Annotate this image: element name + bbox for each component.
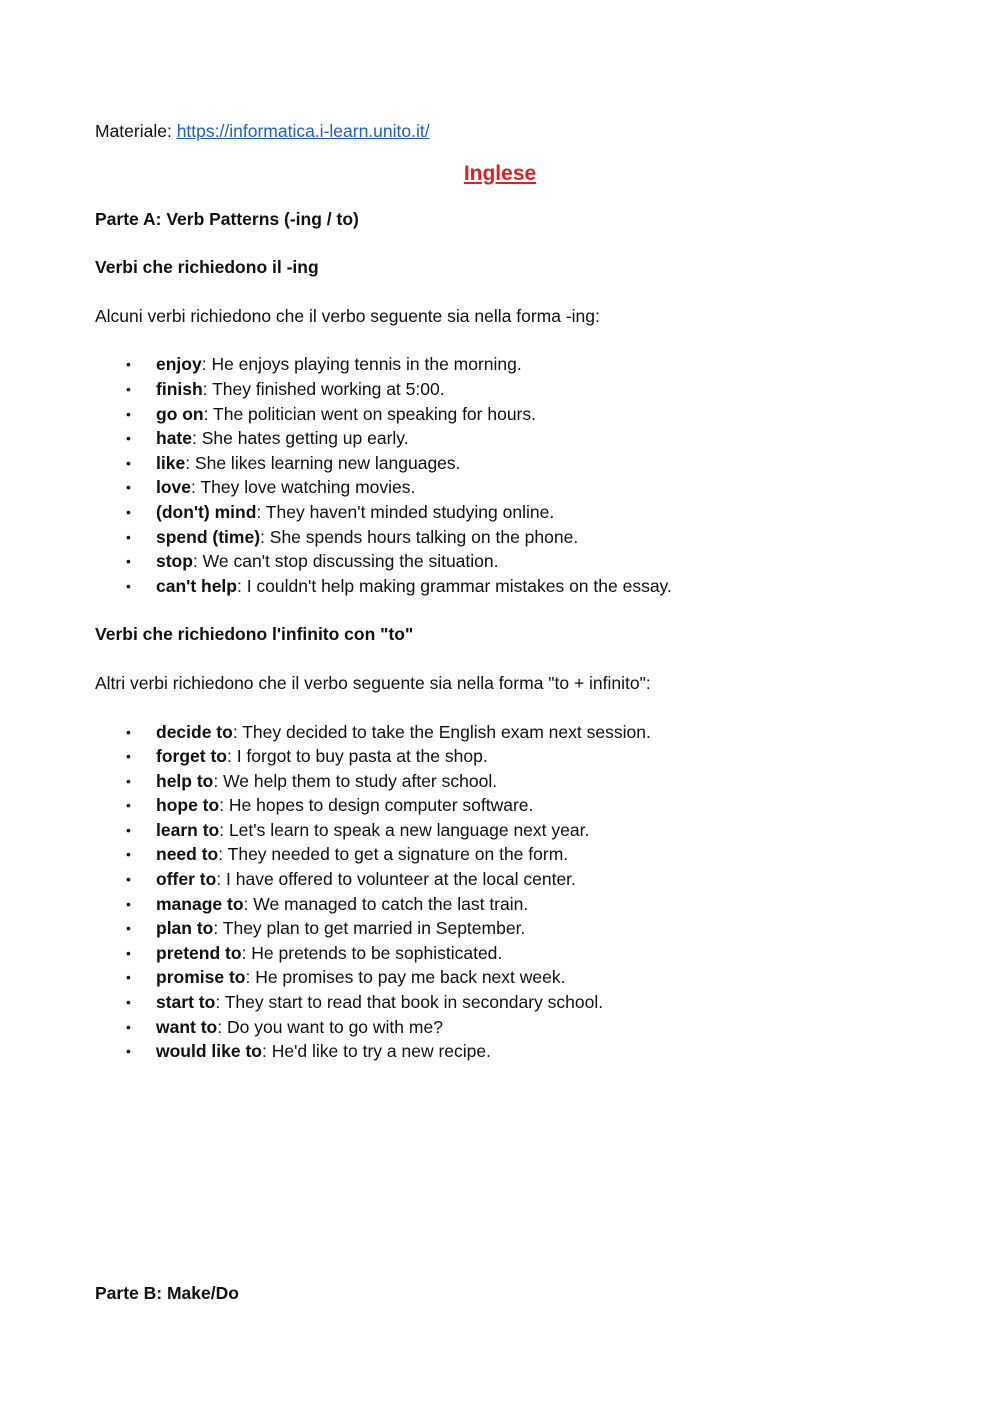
verb-example: : They start to read that book in secondary school. <box>215 992 604 1013</box>
verb-term: hate <box>156 428 192 449</box>
verb-example: : They finished working at 5:00. <box>202 378 445 399</box>
to-section-intro: Altri verbi richiedono che il verbo seguente sia nella forma "to + infinito": <box>95 672 651 693</box>
verb-example: : They needed to get a signature on the form. <box>218 844 569 865</box>
bullet-icon: • <box>126 748 131 765</box>
verb-term: need to <box>156 844 219 865</box>
list-item <box>95 1015 905 1040</box>
verb-example: : I have offered to volunteer at the local center. <box>216 869 576 890</box>
verb-term: start to <box>156 992 216 1013</box>
list-item <box>95 500 905 525</box>
bullet-icon: • <box>126 430 131 447</box>
verb-term: enjoy <box>156 354 202 375</box>
bullet-icon: • <box>126 553 131 570</box>
document-page <box>95 119 905 1064</box>
ing-section-heading: Verbi che richiedono il -ing <box>95 257 319 278</box>
to-verb-list <box>95 720 905 1064</box>
verb-example: : They plan to get married in September. <box>213 918 526 939</box>
materiale-line <box>95 119 905 144</box>
bullet-icon: • <box>126 994 131 1011</box>
verb-term: manage to <box>156 893 244 914</box>
verb-term: stop <box>156 551 193 572</box>
verb-example: : He'd like to try a new recipe. <box>261 1041 491 1062</box>
verb-example: : The politician went on speaking for hours. <box>203 403 536 424</box>
list-item <box>95 793 905 818</box>
bullet-icon: • <box>126 1018 131 1035</box>
verb-term: decide to <box>156 721 233 742</box>
verb-example: : They love watching movies. <box>191 477 416 498</box>
bullet-icon: • <box>126 895 131 912</box>
bullet-icon: • <box>126 723 131 740</box>
list-item <box>95 475 905 500</box>
verb-example: : She hates getting up early. <box>191 428 409 449</box>
verb-example: : He pretends to be sophisticated. <box>241 942 503 963</box>
verb-term: help to <box>156 770 214 791</box>
parte-b-heading: Parte B: Make/Do <box>95 1283 239 1303</box>
list-item <box>95 990 905 1015</box>
bullet-icon: • <box>126 920 131 937</box>
verb-example: : She likes learning new languages. <box>185 452 461 473</box>
list-item <box>95 451 905 476</box>
verb-term: promise to <box>156 967 246 988</box>
list-item <box>95 525 905 550</box>
list-item <box>95 965 905 990</box>
verb-term: go on <box>156 403 204 424</box>
list-item <box>95 549 905 574</box>
list-item <box>95 892 905 917</box>
bullet-icon: • <box>126 969 131 986</box>
verb-term: love <box>156 477 192 498</box>
list-item <box>95 842 905 867</box>
verb-term: would like to <box>156 1041 262 1062</box>
list-item <box>95 574 905 599</box>
ing-verb-list <box>95 352 905 598</box>
verb-example: : She spends hours talking on the phone. <box>260 526 579 547</box>
list-item <box>95 818 905 843</box>
verb-example: : He enjoys playing tennis in the morning. <box>201 354 522 375</box>
bullet-icon: • <box>126 380 131 397</box>
document-title: Inglese <box>463 161 537 185</box>
verb-term: can't help <box>156 575 237 596</box>
verb-term: (don't) mind <box>156 501 257 522</box>
verb-term: plan to <box>156 918 214 939</box>
verb-term: pretend to <box>156 942 242 963</box>
verb-example: : They haven't minded studying online. <box>256 501 555 522</box>
bullet-icon: • <box>126 944 131 961</box>
verb-example: : Do you want to go with me? <box>217 1016 443 1037</box>
verb-term: learn to <box>156 819 220 840</box>
bullet-icon: • <box>126 479 131 496</box>
bullet-icon: • <box>126 797 131 814</box>
bullet-icon: • <box>126 772 131 789</box>
verb-example: : He hopes to design computer software. <box>219 795 534 816</box>
verb-term: finish <box>156 378 203 399</box>
bullet-icon: • <box>126 1043 131 1060</box>
bullet-icon: • <box>126 846 131 863</box>
verb-term: hope to <box>156 795 220 816</box>
verb-example: : We managed to catch the last train. <box>243 893 529 914</box>
verb-term: want to <box>156 1016 218 1037</box>
bullet-icon: • <box>126 821 131 838</box>
materiale-label: Materiale: <box>95 121 177 141</box>
verb-term: spend (time) <box>156 526 261 547</box>
verb-example: : He promises to pay me back next week. <box>245 967 566 988</box>
bullet-icon: • <box>126 871 131 888</box>
verb-term: like <box>156 452 186 473</box>
list-item <box>95 941 905 966</box>
list-item <box>95 1039 905 1064</box>
bullet-icon: • <box>126 503 131 520</box>
bullet-icon: • <box>126 454 131 471</box>
list-item <box>95 720 905 745</box>
verb-example: : I forgot to buy pasta at the shop. <box>226 746 488 767</box>
bullet-icon: • <box>126 405 131 422</box>
verb-example: : Let's learn to speak a new language next year. <box>219 819 590 840</box>
list-item <box>95 867 905 892</box>
list-item <box>95 377 905 402</box>
verb-term: offer to <box>156 869 217 890</box>
bullet-icon: • <box>126 528 131 545</box>
verb-example: : I couldn't help making grammar mistakes on the essay. <box>236 575 672 596</box>
verb-example: : We can't stop discussing the situation. <box>192 551 499 572</box>
bullet-icon: • <box>126 356 131 373</box>
bullet-icon: • <box>126 577 131 594</box>
ing-section-intro: Alcuni verbi richiedono che il verbo seguente sia nella forma -ing: <box>95 305 600 326</box>
list-item <box>95 769 905 794</box>
list-item <box>95 916 905 941</box>
to-section-heading: Verbi che richiedono l'infinito con "to" <box>95 624 414 645</box>
parte-a-heading: Parte A: Verb Patterns (-ing / to) <box>95 208 359 229</box>
list-item <box>95 352 905 377</box>
materiale-link[interactable]: https://informatica.i-learn.unito.it/ <box>176 121 430 141</box>
verb-example: : They decided to take the English exam next session. <box>232 721 651 742</box>
list-item <box>95 426 905 451</box>
verb-example: : We help them to study after school. <box>213 770 498 791</box>
list-item <box>95 744 905 769</box>
list-item <box>95 402 905 427</box>
verb-term: forget to <box>156 746 227 767</box>
